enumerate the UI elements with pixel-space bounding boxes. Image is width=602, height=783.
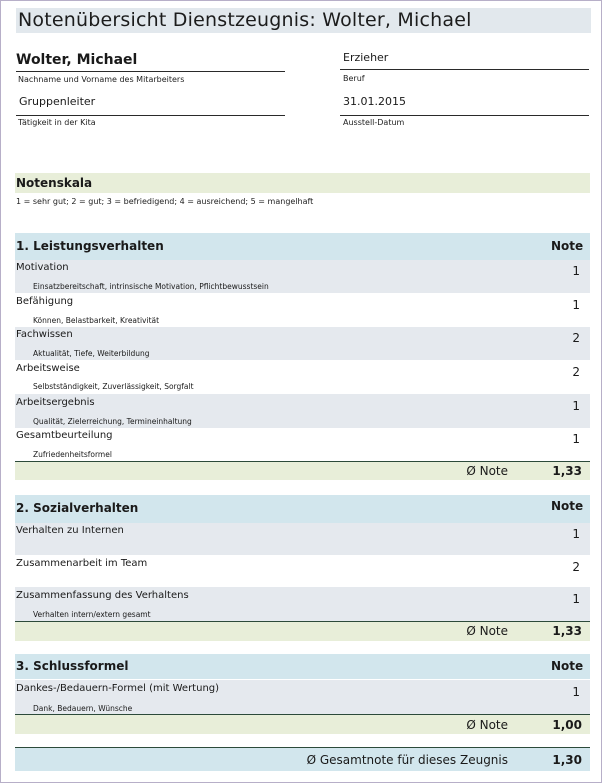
item-label: Befähigung [16, 296, 74, 307]
item-sub: Einsatzbereitschaft, intrinsische Motivation, Pflichtbewusstsein [33, 282, 269, 291]
profession-caption: Beruf [343, 74, 365, 83]
item-label: Gesamtbeurteilung [16, 430, 113, 441]
item-sub: Selbstständigkeit, Zuverlässigkeit, Sorgfalt [33, 382, 194, 391]
profession-underline [340, 69, 589, 70]
item-label: Zusammenfassung des Verhaltens [16, 590, 189, 601]
section3-avg-label: Ø Note [466, 718, 508, 732]
item-label: Fachwissen [16, 329, 73, 340]
employee-name: Wolter, Michael [16, 52, 138, 68]
scale-description: 1 = sehr gut; 2 = gut; 3 = befriedigend; 4 = ausreichend; 5 = mangelhaft [16, 197, 314, 206]
item-sub: Aktualität, Tiefe, Weiterbildung [33, 349, 150, 358]
section3-title: 3. Schlussformel [16, 659, 129, 673]
section1-title: 1. Leistungsverhalten [16, 239, 164, 253]
item-label: Motivation [16, 262, 69, 273]
date-underline [340, 115, 589, 116]
item-sub: Zufriedenheitsformel [33, 450, 112, 459]
section2-title: 2. Sozialverhalten [16, 501, 139, 515]
item-label: Dankes-/Bedauern-Formel (mit Wertung) [16, 683, 220, 694]
employee-role: Gruppenleiter [19, 95, 96, 108]
item-grade: 1 [572, 399, 580, 413]
item-label: Verhalten zu Internen [16, 525, 124, 536]
item-sub: Verhalten intern/extern gesamt [33, 610, 151, 619]
item-sub: Qualität, Zielerreichung, Termineinhaltung [33, 417, 192, 426]
item-label: Zusammenarbeit im Team [16, 558, 148, 569]
scale-title: Notenskala [16, 176, 93, 190]
item-grade: 2 [572, 560, 580, 574]
section2-grade-header: Note [551, 499, 584, 513]
item-grade: 1 [572, 432, 580, 446]
item-label: Arbeitsweise [16, 363, 80, 374]
item-grade: 1 [572, 264, 580, 278]
item-grade: 1 [572, 592, 580, 606]
section2-avg-value: 1,33 [552, 624, 582, 638]
role-caption: Tätigkeit in der Kita [18, 118, 96, 127]
item-grade: 1 [572, 527, 580, 541]
item-grade: 2 [572, 365, 580, 379]
total-label: Ø Gesamtnote für dieses Zeugnis [306, 753, 508, 767]
role-underline [16, 115, 285, 116]
employee-profession: Erzieher [343, 51, 389, 64]
item-label: Arbeitsergebnis [16, 397, 95, 408]
scale-band [15, 173, 590, 193]
item-grade: 1 [572, 298, 580, 312]
page-title: Notenübersicht Dienstzeugnis: Wolter, Michael [16, 8, 591, 33]
date-caption: Ausstell-Datum [343, 118, 405, 127]
section1-avg-value: 1,33 [552, 464, 582, 478]
item-sub: Können, Belastbarkeit, Kreativität [33, 316, 160, 325]
section3-avg-value: 1,00 [552, 718, 582, 732]
item-grade: 1 [572, 685, 580, 699]
item-grade: 2 [572, 331, 580, 345]
section1-grade-header: Note [551, 239, 584, 253]
total-value: 1,30 [552, 753, 582, 767]
name-underline [16, 71, 285, 72]
section2-avg-label: Ø Note [466, 624, 508, 638]
item-sub: Dank, Bedauern, Wünsche [33, 704, 133, 713]
name-caption: Nachname und Vorname des Mitarbeiters [18, 75, 185, 84]
section1-avg-label: Ø Note [466, 464, 508, 478]
issue-date: 31.01.2015 [343, 95, 406, 108]
section3-grade-header: Note [551, 659, 584, 673]
